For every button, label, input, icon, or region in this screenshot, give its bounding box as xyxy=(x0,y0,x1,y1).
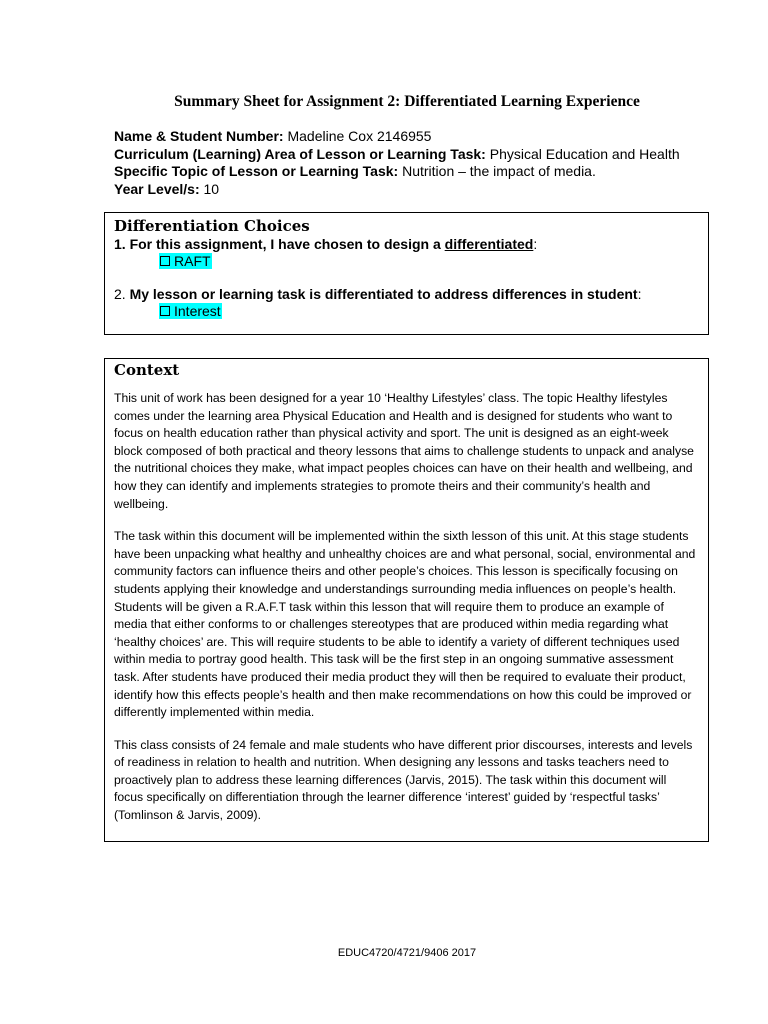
question-2-suffix: : xyxy=(637,286,642,302)
info-label: Specific Topic of Lesson or Learning Task: xyxy=(114,163,399,179)
checkbox-icon[interactable] xyxy=(160,306,170,316)
info-label: Name & Student Number: xyxy=(114,128,284,144)
choice-interest-label: Interest xyxy=(174,303,221,319)
question-2-text: My lesson or learning task is differentiated to address differences in student xyxy=(129,286,638,302)
question-2-number: 2. xyxy=(114,286,130,302)
info-label: Curriculum (Learning) Area of Lesson or Learning Task: xyxy=(114,145,486,162)
checkbox-icon[interactable] xyxy=(160,256,170,266)
question-1-suffix: : xyxy=(533,236,538,252)
choice-raft xyxy=(159,253,698,270)
info-row-year-level xyxy=(114,181,680,199)
question-1-underlined: differentiated xyxy=(444,236,534,252)
question-1-text: For this assignment, I have chosen to design a xyxy=(129,236,445,252)
context-paragraph: The task within this document will be implemented within the sixth lesson of this unit. At this stage students have been unpacking what healthy and unhealthy choices are and what personal, social, environmental and community factors can influence theirs and other people’s choices. This lesson is specifically focusing on students applying their knowledge and understandings surrounding media influences on people’s health. Students will be given a R.A.F.T task within this lesson that will require them to produce an example of media that either conforms to or challenges stereotypes that are produced within media regarding what ‘healthy choices’ are. This will require students to be able to identify a variety of different techniques used within media to portray good health. This task will be the first step in an ongoing summative assessment task. After students have produced their media product they will then be required to evaluate their product, identify how this effects people’s health and then make recommendations on how this could be improved or differently implemented within media. xyxy=(114,529,696,720)
differentiation-heading: Differentiation Choices xyxy=(114,217,310,235)
choice-interest-highlight xyxy=(159,303,222,319)
info-value: Nutrition – the impact of media. xyxy=(398,163,596,179)
context-text xyxy=(114,390,698,825)
info-value: 10 xyxy=(199,180,220,197)
info-value: Physical Education and Health xyxy=(485,145,680,162)
differentiation-choices-box xyxy=(104,212,709,335)
info-row-curriculum xyxy=(114,146,680,164)
context-heading: Context xyxy=(114,361,180,379)
info-label: Year Level/s: xyxy=(114,180,200,197)
choice-raft-highlight xyxy=(159,253,212,269)
info-row-topic xyxy=(114,163,680,181)
context-paragraph: This class consists of 24 female and male students who have different prior discourses, interests and levels of readiness in relation to health and nutrition. When designing any lessons and tasks teachers need to proactively plan to address these learning differences (Jarvis, 2015). The task within this document will focus specifically on differentiation through the learner difference ‘interest’ guided by ‘respectful tasks’ (Tomlinson & Jarvis, 2009). xyxy=(114,737,693,823)
question-1-number: 1. xyxy=(114,236,130,252)
context-box xyxy=(104,358,709,842)
page-footer: EDUC4720/4721/9406 2017 xyxy=(337,947,477,959)
info-value: Madeline Cox 2146955 xyxy=(283,128,432,144)
question-1 xyxy=(114,236,698,253)
page-title: Summary Sheet for Assignment 2: Differentiated Learning Experience xyxy=(174,93,640,110)
question-2 xyxy=(114,286,698,303)
student-info xyxy=(114,128,680,198)
choice-raft-label: RAFT xyxy=(174,253,211,269)
context-paragraph: This unit of work has been designed for a year 10 ‘Healthy Lifestyles’ class. The topic Healthy lifestyles comes under the learning area Physical Education and Health and is designed for students who want to focus on health education rather than physical activity and sport. The unit is designed as an eight-week block composed of both practical and theory lessons that aims to challenge students to unpack and analyse the nutritional choices they make, what impact peoples choices can have on their health and wellbeing, and how they can identify and implements strategies to promote theirs and their community’s health and wellbeing. xyxy=(114,391,694,511)
info-row-name xyxy=(114,128,680,146)
choice-interest xyxy=(159,303,698,320)
